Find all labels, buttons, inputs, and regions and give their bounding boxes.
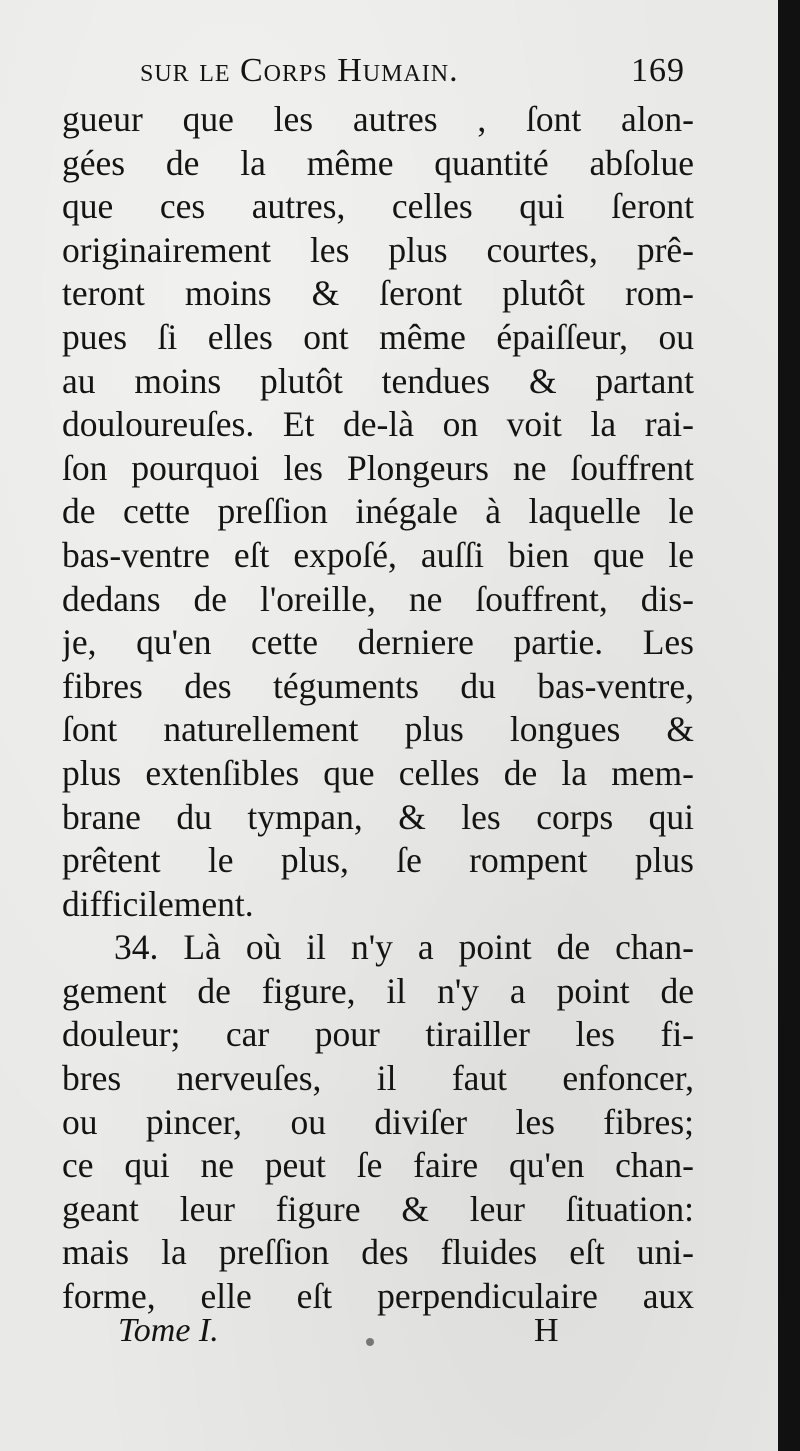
page-footer: [118, 1312, 578, 1362]
text-line: teront moins & ſeront plutôt rom-: [62, 273, 694, 314]
text-line: mais la preſſion des fluides eſt uni-: [62, 1232, 694, 1273]
ink-dot: [366, 1338, 374, 1346]
text-line: que ces autres, celles qui ſeront: [62, 186, 694, 227]
text-line: difficilement.: [62, 883, 254, 924]
text-line: douleur; car pour tirailler les fi-: [62, 1014, 694, 1055]
page-header: [140, 52, 685, 100]
text-line: brane du tympan, & les corps qui: [62, 796, 694, 837]
text-line: je, qu'en cette derniere partie. Les: [62, 622, 694, 663]
paragraph-start-line: 34. Là où il n'y a point de chan-: [114, 927, 694, 968]
text-line: pues ſi elles ont même épaiſſeur, ou: [62, 316, 694, 357]
page-number: 169: [631, 52, 685, 89]
text-line: douloureuſes. Et de-là on voit la rai-: [62, 404, 694, 445]
text-line: plus extenſibles que celles de la mem-: [62, 752, 694, 793]
text-line: gueur que les autres , ſont alon-: [62, 99, 694, 139]
text-line: bres nerveuſes, il faut enfoncer,: [62, 1058, 694, 1099]
volume-label: Tome I.: [118, 1312, 219, 1349]
text-line: dedans de l'oreille, ne ſouffrent, dis-: [62, 578, 694, 619]
text-line: prêtent le plus, ſe rompent plus: [62, 840, 694, 881]
scan-edge: [778, 0, 800, 1451]
text-line: forme, elle eſt perpendiculaire aux: [62, 1276, 694, 1317]
text-line: geant leur figure & leur ſituation:: [62, 1188, 694, 1229]
text-line: au moins plutôt tendues & partant: [62, 360, 694, 401]
text-line: de cette preſſion inégale à laquelle le: [62, 491, 694, 532]
running-title: sur le Corps Humain.: [140, 52, 459, 89]
text-line: ſon pourquoi les Plongeurs ne ſouffrent: [62, 447, 694, 488]
text-line: gées de la même quantité abſolue: [62, 142, 694, 183]
text-line: fibres des téguments du bas-ventre,: [62, 665, 694, 706]
text-line: bas-ventre eſt expoſé, auſſi bien que le: [62, 534, 694, 575]
body-text: [62, 98, 694, 1319]
signature-mark: H: [534, 1312, 559, 1349]
text-line: ſont naturellement plus longues &: [62, 709, 694, 750]
text-line: originairement les plus courtes, prê-: [62, 229, 694, 270]
text-line: ou pincer, ou diviſer les fibres;: [62, 1101, 694, 1142]
text-line: gement de figure, il n'y a point de: [62, 970, 694, 1011]
text-line: ce qui ne peut ſe faire qu'en chan-: [62, 1145, 694, 1186]
